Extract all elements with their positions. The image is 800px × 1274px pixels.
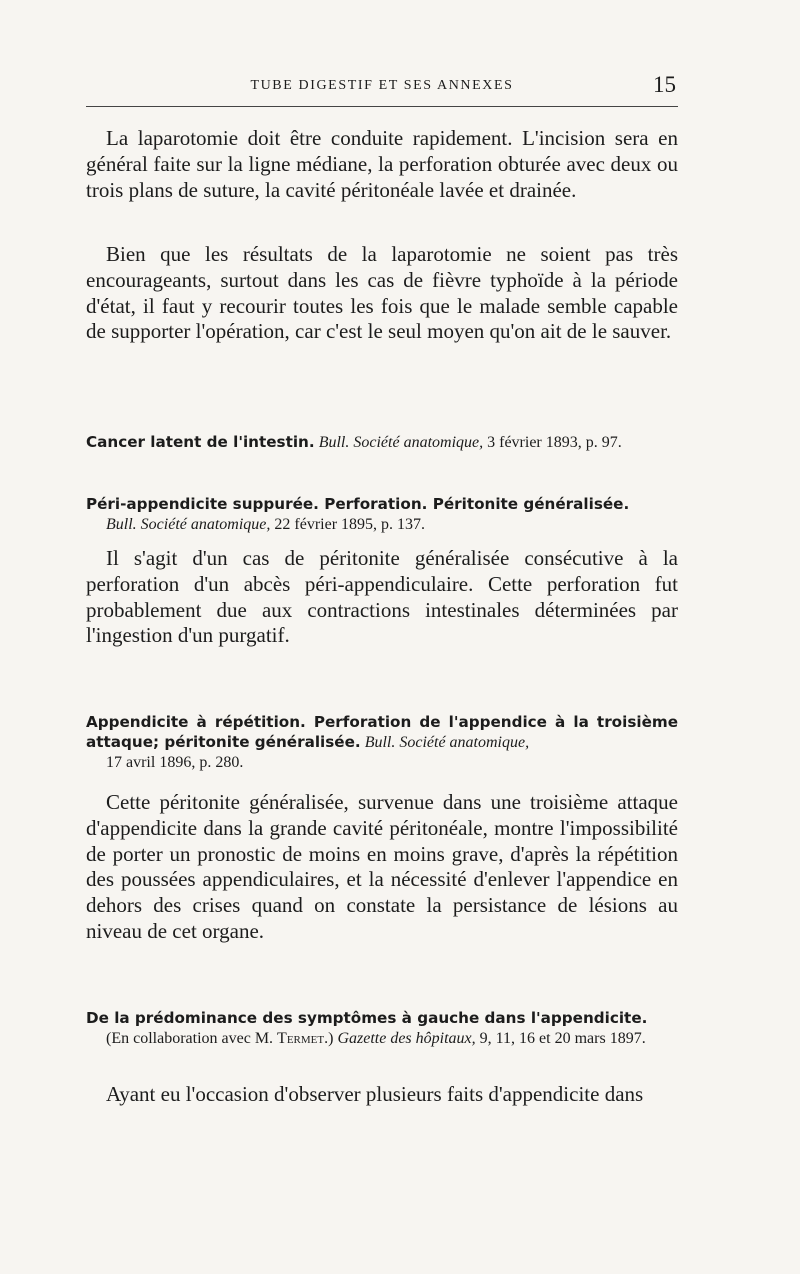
citation-line (86, 514, 678, 535)
paragraph-resultats: Bien que les résultats de la laparotomie ne soient pas très encourageants, surtout dans les cas de fièvre typhoïde à la période d'état, il faut y recourir toutes les fois que le malade semble capable de supporter l'opération, car c'est le seul moyen qu'on ait de le sauver. (86, 242, 678, 344)
header-rule (86, 106, 678, 107)
entry-body-predominance: Ayant eu l'occasion d'observer plusieurs faits d'appendicite dans (106, 1082, 644, 1106)
journal-name: Bull. Société anatomique, (364, 734, 530, 751)
entry-heading-peri-appendicite (86, 494, 678, 535)
entry-heading-predominance (86, 1008, 678, 1049)
citation-line (86, 1028, 678, 1049)
running-title: TUBE DIGESTIF ET SES ANNEXES (250, 78, 514, 93)
page-number: 15 (653, 72, 676, 97)
entry-body-peri-appendicite: Il s'agit d'un cas de péritonite généralisée consécutive à la perforation d'un abcès péri-appendiculaire. Cette perforation fut probablement due aux contractions intestinales déterminées par l'ingestion d'un purgatif. (86, 546, 678, 648)
collab-suffix: .) (324, 1030, 338, 1047)
citation: 9, 11, 16 et 20 mars 1897. (475, 1030, 646, 1047)
entry-title: Appendicite à répétition. Perforation de l'appendice à la troisième attaque; péritonite généralisée. (86, 713, 678, 751)
collab-name: Termet (277, 1030, 325, 1047)
journal-name: Bull. Société anatomique, (318, 434, 484, 451)
paragraph-laparotomie: La laparotomie doit être conduite rapidement. L'incision sera en général faite sur la ligne médiane, la perforation obturée avec deux ou trois plans de suture, la cavité péritonéale lavée et drainée. (86, 126, 678, 202)
citation: 17 avril 1896, p. 280. (106, 754, 244, 771)
citation: 22 février 1895, p. 137. (270, 516, 426, 533)
journal-name: Gazette des hôpitaux, (337, 1030, 476, 1047)
citation: 3 février 1893, p. 97. (483, 434, 622, 451)
entry-heading-cancer (86, 432, 678, 453)
page-header (86, 74, 678, 100)
entry-title: De la prédominance des symptômes à gauche dans l'appendicite. (86, 1009, 648, 1027)
entry-title: Cancer latent de l'intestin. (86, 433, 315, 451)
entry-body-appendicite-repetition: Cette péritonite généralisée, survenue dans une troisième attaque d'appendicite dans la grande cavité péritonéale, montre l'impossibilité de porter un pronostic de moins en moins grave, d'après la répétition des poussées appendiculaires, et la nécessité d'enlever l'appendice en dehors des crises quand on constate la persistance de lésions au niveau de cet organe. (86, 790, 678, 943)
entry-title: Péri-appendicite suppurée. Perforation. Péritonite généralisée. (86, 495, 630, 513)
journal-name: Bull. Société anatomique, (106, 516, 271, 533)
collab-prefix: (En collaboration avec M. (106, 1030, 278, 1047)
entry-heading-appendicite-repetition (86, 712, 678, 773)
